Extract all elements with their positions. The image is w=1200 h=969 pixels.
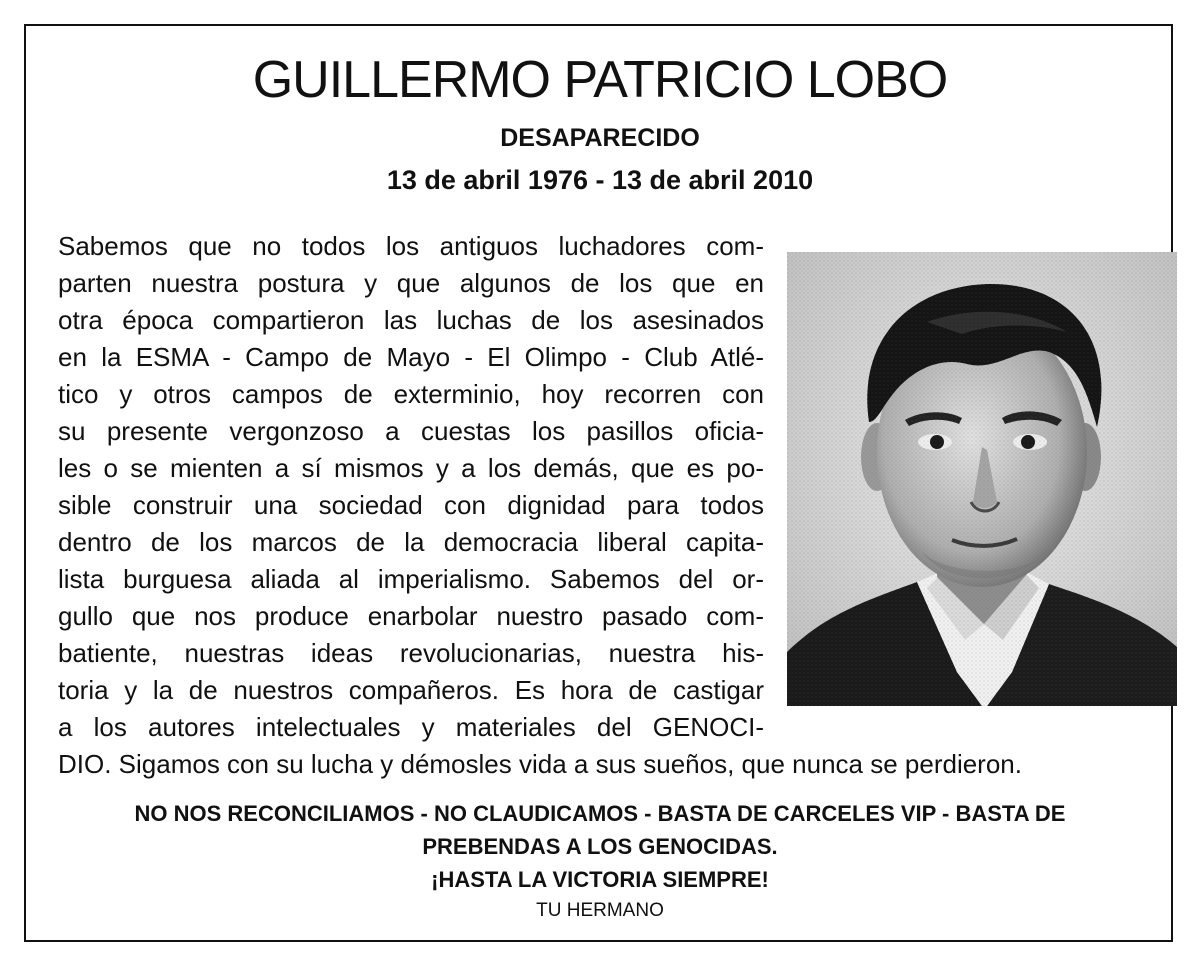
status-label: DESAPARECIDO bbox=[500, 124, 700, 152]
person-name: GUILLERMO PATRICIO LOBO bbox=[252, 51, 948, 109]
paragraph-line: su presente vergonzoso a cuestas los pasillos oficia- bbox=[58, 416, 764, 446]
paragraph-line: lista burguesa aliada al imperialismo. Sabemos del or- bbox=[58, 564, 764, 594]
paragraph-line: DIO. Sigamos con su lucha y démosles vida a sus sueños, que nunca se perdieron. bbox=[58, 749, 1022, 779]
signature: TU HERMANO bbox=[536, 900, 664, 921]
slogan-line: NO NOS RECONCILIAMOS - NO CLAUDICAMOS - BASTA DE CARCELES VIP - BASTA DE bbox=[134, 801, 1066, 826]
paragraph-line: toria y la de nuestros compañeros. Es hora de castigar bbox=[58, 675, 764, 705]
paragraph-line: parten nuestra postura y que algunos de los que en bbox=[58, 268, 764, 298]
paragraph-line: dentro de los marcos de la democracia liberal capita- bbox=[58, 527, 764, 557]
portrait-photo bbox=[787, 252, 1177, 706]
paragraph-line: gullo que nos produce enarbolar nuestro pasado com- bbox=[58, 601, 764, 631]
paragraph-line: a los autores intelectuales y materiales del GENOCI- bbox=[58, 712, 764, 742]
paragraph-line: tico y otros campos de exterminio, hoy recorren con bbox=[58, 379, 764, 409]
slogan-line: PREBENDAS A LOS GENOCIDAS. bbox=[422, 834, 778, 859]
paragraph-line: en la ESMA - Campo de Mayo - El Olimpo - Club Atlé- bbox=[58, 342, 764, 372]
paragraph-line: sible construir una sociedad con dignidad para todos bbox=[58, 490, 764, 520]
paragraph-line: Sabemos que no todos los antiguos luchadores com- bbox=[58, 231, 764, 261]
paragraph-line: les o se mienten a sí mismos y a los demás, que es po- bbox=[58, 453, 764, 483]
slogan-line: ¡HASTA LA VICTORIA SIEMPRE! bbox=[431, 867, 769, 892]
paragraph-line: batiente, nuestras ideas revolucionarias, nuestra his- bbox=[58, 638, 764, 668]
paragraph-line: otra época compartieron las luchas de los asesinados bbox=[58, 305, 764, 335]
date-range: 13 de abril 1976 - 13 de abril 2010 bbox=[386, 165, 814, 195]
